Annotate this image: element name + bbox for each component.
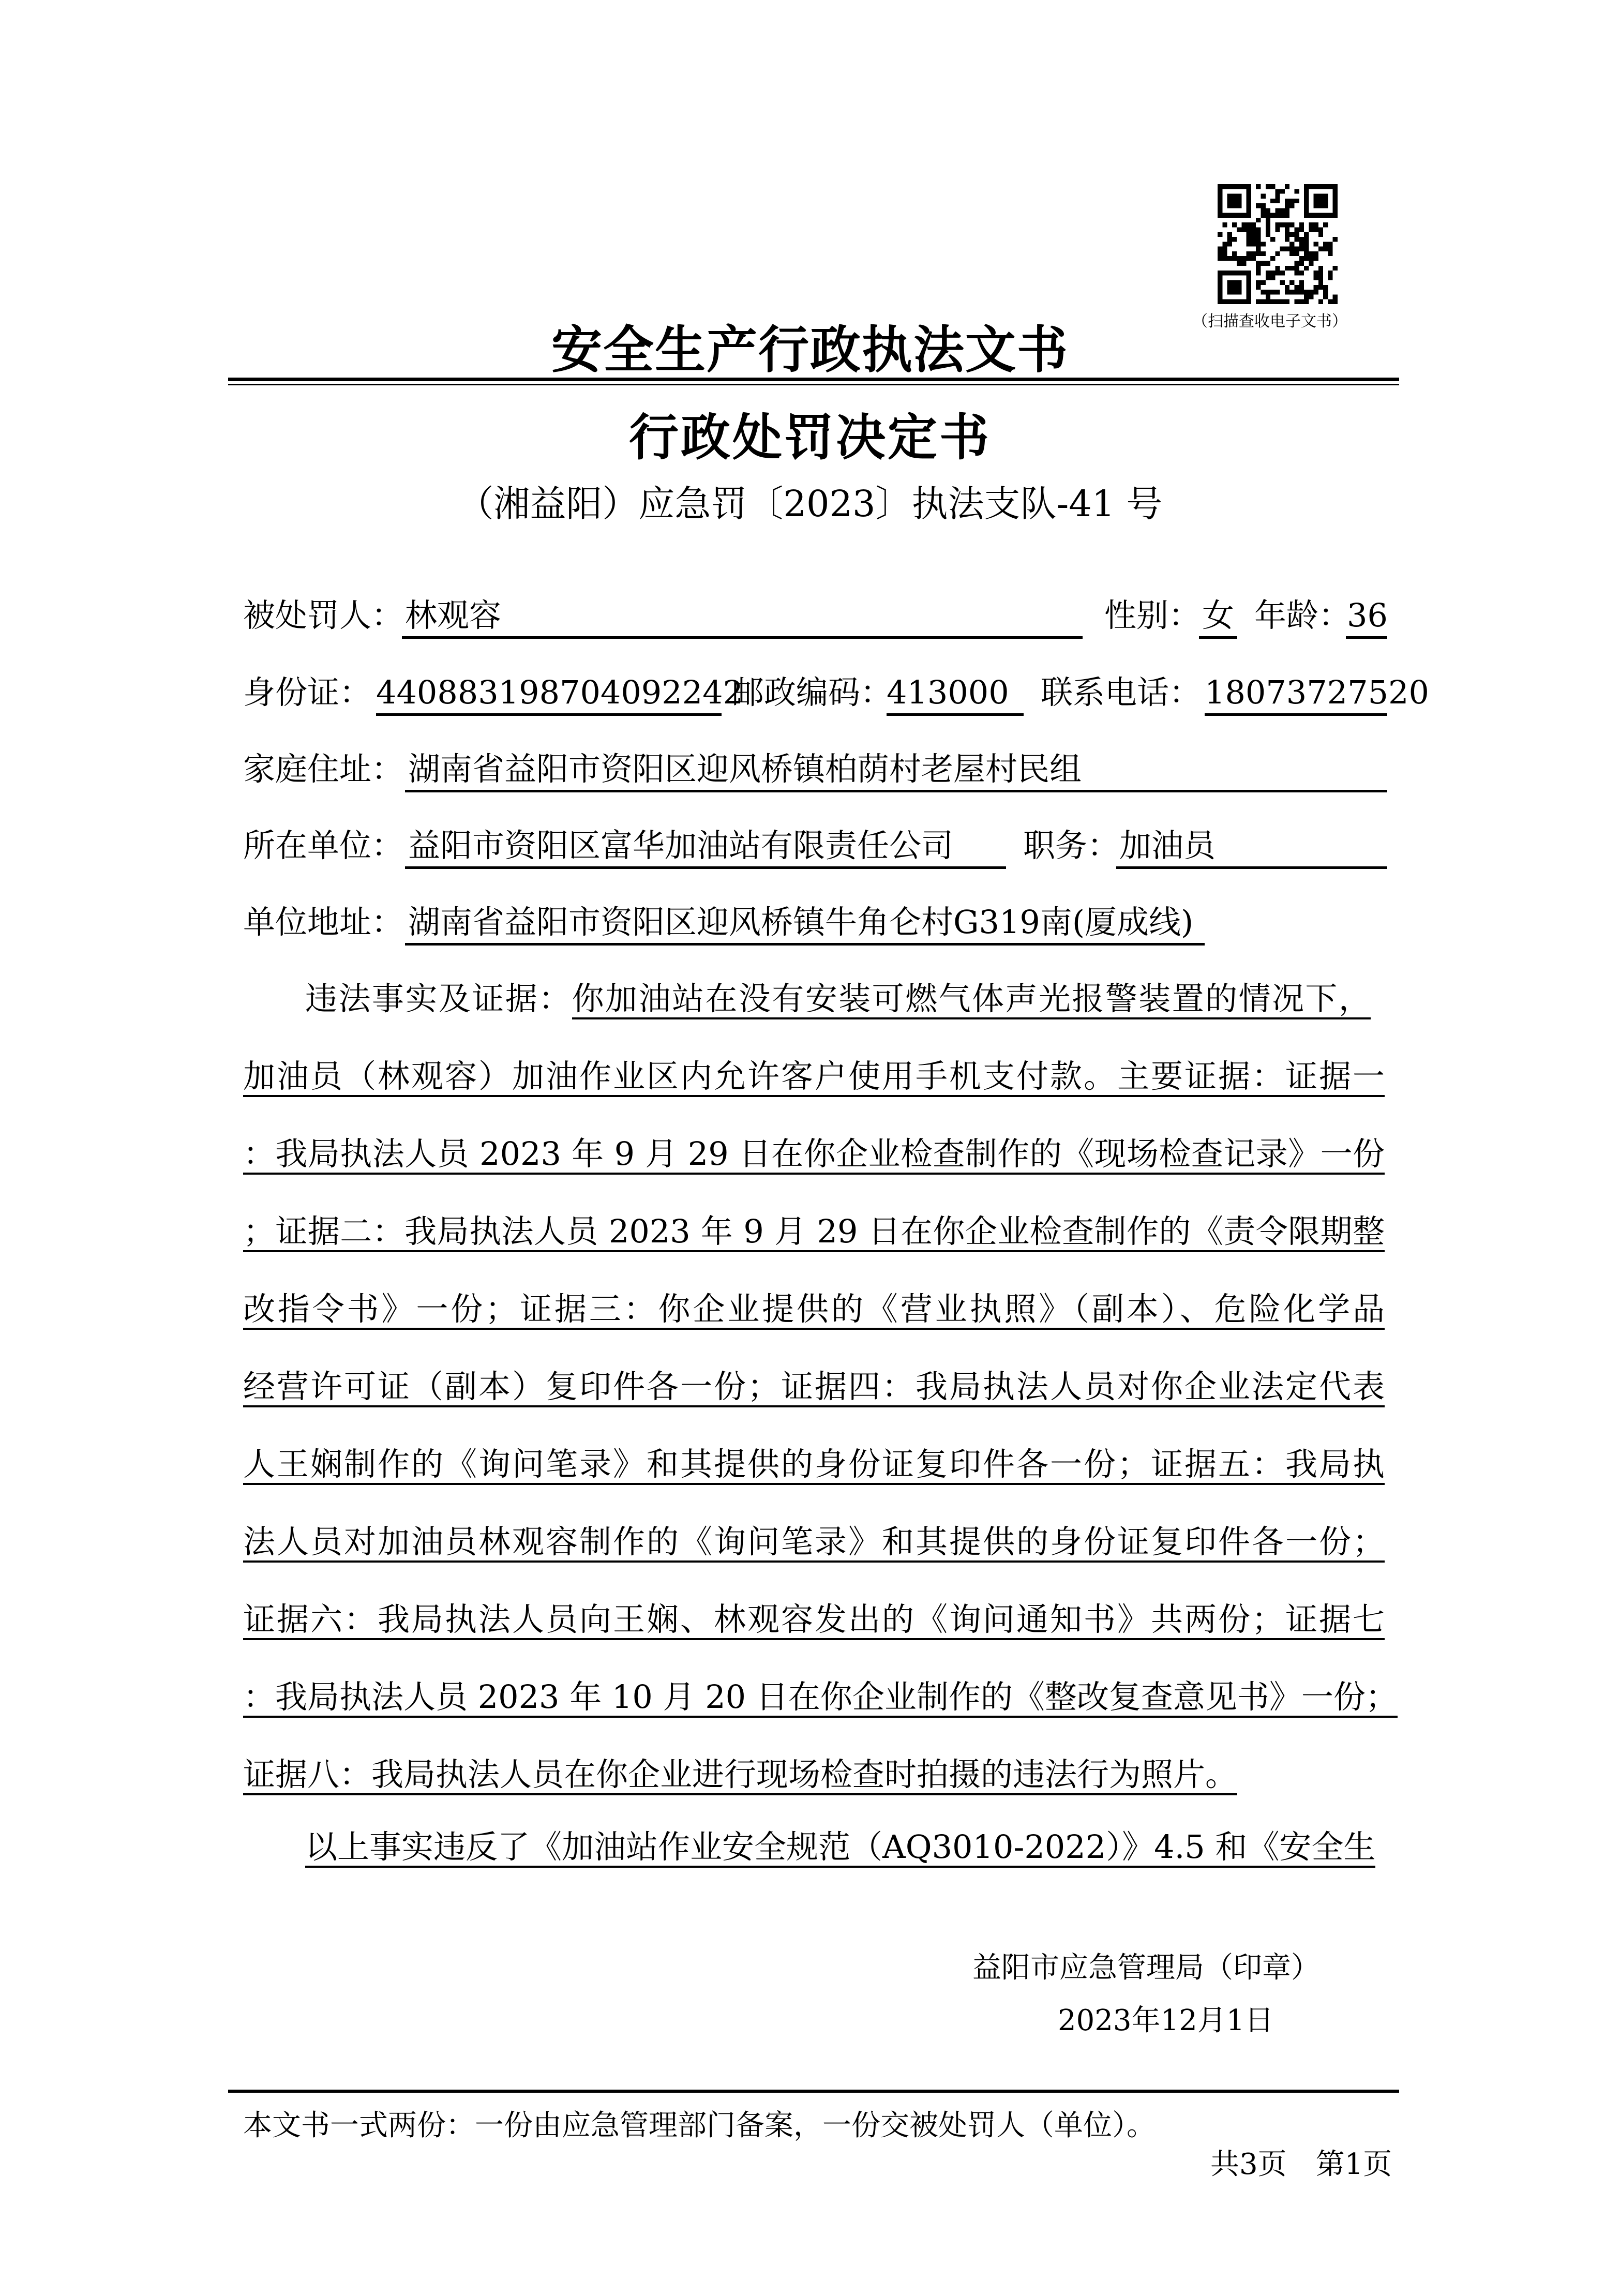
qr-caption: （扫描查收电子文书）: [1192, 312, 1347, 331]
name-label: 被处罚人：: [243, 596, 404, 634]
issue-date: 2023年12月1日: [1058, 2004, 1274, 2037]
position-value: 加油员: [1116, 825, 1387, 869]
facts-line: 证据六：我局执法人员向王娴、林观容发出的《询问通知书》共两份；证据七: [243, 1599, 1385, 1640]
facts-line: 经营许可证（副本）复印件各一份；证据四：我局执法人员对你企业法定代表: [243, 1366, 1385, 1407]
document-title: 行政处罚决定书: [629, 408, 991, 467]
footer-note: 本文书一式两份：一份由应急管理部门备案，一份交被处罚人（单位）。: [243, 2109, 1156, 2142]
facts-label: 违法事实及证据：: [305, 980, 572, 1017]
age-value: 36: [1346, 595, 1387, 639]
employer-value: 益阳市资阳区富华加油站有限责任公司: [405, 825, 1006, 869]
phone-label: 联系电话：: [1041, 673, 1202, 711]
issuing-authority: 益阳市应急管理局（印章）: [972, 1951, 1320, 1985]
name-value: 林观容: [402, 595, 1083, 639]
employer-address-value: 湖南省益阳市资阳区迎风桥镇牛角仑村G319南(厦成线): [405, 902, 1205, 946]
facts-line: ：我局执法人员 2023 年 10 月 20 日在你企业制作的《整改复查意见书》一份；: [243, 1676, 1385, 1718]
facts-line: 违法事实及证据：你加油站在没有安装可燃气体声光报警装置的情况下，: [305, 978, 1371, 1019]
age-label: 年龄：: [1254, 596, 1351, 634]
id-label: 身份证：: [243, 673, 372, 711]
address-value: 湖南省益阳市资阳区迎风桥镇柏荫村老屋村民组: [405, 748, 1387, 792]
facts-line: 加油员（林观容）加油作业区内允许客户使用手机支付款。主要证据：证据一: [243, 1056, 1385, 1097]
gender-value: 女: [1199, 595, 1237, 639]
postcode-value: 413000: [887, 672, 1024, 716]
facts-line: 改指令书》一份；证据三：你企业提供的《营业执照》（副本）、危险化学品: [243, 1288, 1385, 1330]
facts-line: ；证据二：我局执法人员 2023 年 9 月 29 日在你企业检查制作的《责令限期整: [243, 1211, 1385, 1252]
divider: [228, 384, 1399, 385]
page-number: 共3页 第1页: [1210, 2148, 1392, 2181]
facts-line: 证据八：我局执法人员在你企业进行现场检查时拍摄的违法行为照片。: [243, 1754, 1385, 1795]
facts-line: 人王娴制作的《询问笔录》和其提供的身份证复印件各一份；证据五：我局执: [243, 1444, 1385, 1485]
id-value: 440883198704092242: [376, 672, 722, 716]
postcode-label: 邮政编码：: [732, 673, 893, 711]
qr-code: [1217, 184, 1339, 304]
document-number: （湘益阳）应急罚〔2023〕执法支队-41 号: [457, 483, 1163, 525]
series-title: 安全生产行政执法文书: [551, 320, 1069, 380]
violation-line: 以上事实违反了《加油站作业安全规范（AQ3010-2022）》4.5 和《安全生: [305, 1826, 1371, 1868]
position-label: 职务：: [1023, 827, 1120, 864]
employer-address-label: 单位地址：: [243, 903, 404, 941]
footer-divider: [228, 2090, 1399, 2093]
employer-label: 所在单位：: [243, 827, 404, 864]
phone-value: 18073727520: [1205, 672, 1387, 716]
facts-line: ：我局执法人员 2023 年 9 月 29 日在你企业检查制作的《现场检查记录》一份: [243, 1133, 1385, 1175]
divider: [228, 378, 1399, 381]
gender-label: 性别：: [1104, 596, 1201, 634]
facts-line: 法人员对加油员林观容制作的《询问笔录》和其提供的身份证复印件各一份；: [243, 1521, 1385, 1563]
address-label: 家庭住址：: [243, 750, 404, 788]
